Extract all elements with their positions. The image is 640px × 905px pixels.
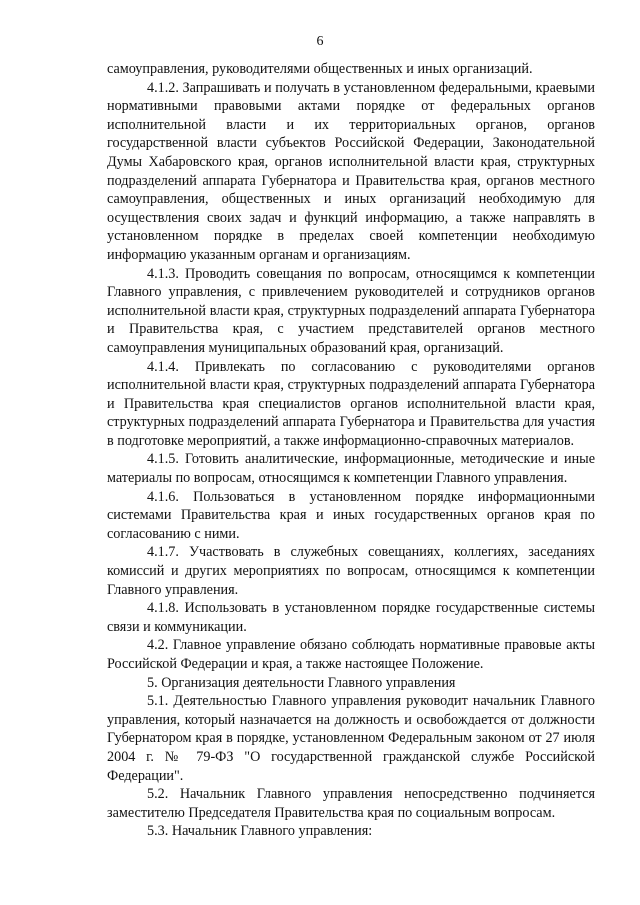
paragraph-continuation: самоуправления, руководителями общественных и иных организаций. (107, 61, 533, 77)
paragraph-4-1-8: 4.1.8. Использовать в установленном порядке государственные системы связи и коммуникации. (107, 600, 595, 635)
paragraph-5-2: 5.2. Начальник Главного управления непосредственно подчиняется заместителю Председателя Правительства края по социальным вопросам. (107, 786, 595, 821)
paragraph-4-1-3: 4.1.3. Проводить совещания по вопросам, относящимся к компетенции Главного управления, с привлечением руководителей и сотрудников органов исполнительной власти края, структурных подразделений аппарата Губернатора и Правительства края, с участием представителей органов местного самоуправления муниципальных образований края, организаций. (107, 265, 595, 356)
section-heading: 5. Организация деятельности Главного управления (147, 674, 456, 691)
paragraph-5-3: 5.3. Начальник Главного управления: (147, 823, 373, 840)
paragraph-4-1-4: 4.1.4. Привлекать по согласованию с руководителями органов исполнительной власти края, структурных подразделений аппарата Губернатора и Правительства края специалистов органов исполнительной власти края, структурных подразделений аппарата Губернатора и Правительства для участия в подготовке мероприятий, а также информационно-справочных материалов. (107, 358, 595, 449)
page-number: 6 (316, 34, 324, 49)
paragraph-4-1-2: 4.1.2. Запрашивать и получать в установленном федеральными, краевыми нормативными правовыми актами порядке от федеральных органов исполнительной власти и их территориальных органов, органов государственной власти субъектов Российской Федерации, Законодательной Думы Хабаровского края, органов исполнительной власти края, структурных подразделений аппарата Губернатора и Правительства края, органов местного самоуправления, общественных и иных организаций необходимую для осуществления своих задач и функций информацию, а также направлять в установленном порядке в пределах своей компетенции необходимую информацию указанным органам и организациям. (107, 79, 595, 263)
paragraph-4-2: 4.2. Главное управление обязано соблюдать нормативные правовые акты Российской Федерации и края, а также настоящее Положение. (107, 637, 595, 672)
document-body (107, 60, 595, 841)
paragraph-4-1-7: 4.1.7. Участвовать в служебных совещаниях, коллегиях, заседаниях комиссий и других мероприятиях по вопросам, относящимся к компетенции Главного управления. (107, 544, 595, 598)
paragraph-4-1-6: 4.1.6. Пользоваться в установленном порядке информационными системами Правительства края и иных государственных органов края по согласованию с ними. (107, 488, 595, 542)
paragraph-5-1: 5.1. Деятельностью Главного управления руководит начальник Главного управления, который назначается на должность и освобождается от должности Губернатором края в порядке, установленном Федеральным законом от 27 июля 2004 г. № 79-ФЗ "О государственной гражданской службе Российской Федерации". (107, 693, 595, 784)
paragraph-4-1-5: 4.1.5. Готовить аналитические, информационные, методические и иные материалы по вопросам, относящимся к компетенции Главного управления. (107, 451, 595, 487)
